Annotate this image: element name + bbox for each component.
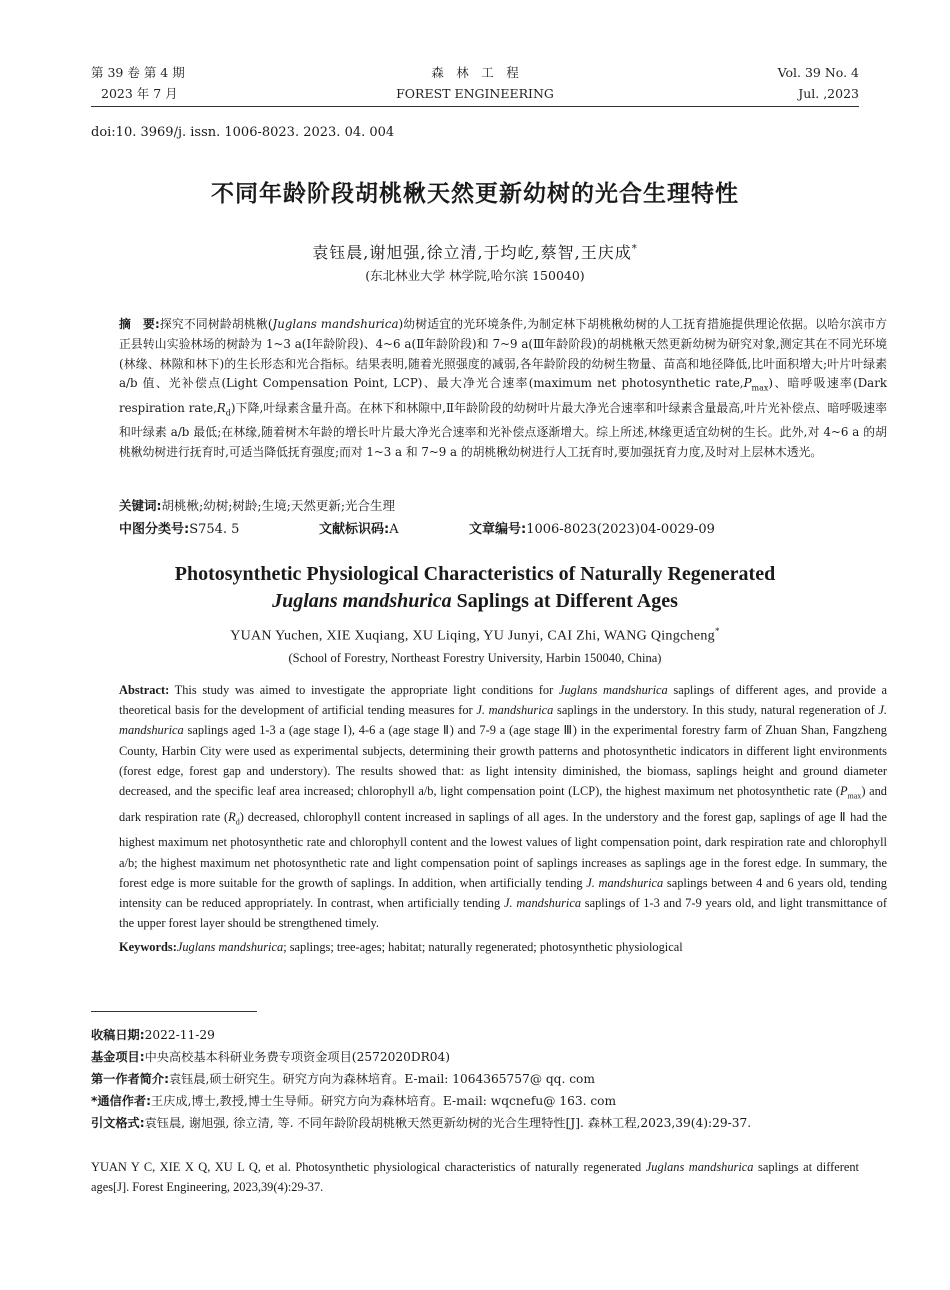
species-name-en: J. mandshurica bbox=[586, 875, 664, 890]
volume-issue-en: Vol. 39 No. 4 bbox=[777, 65, 859, 80]
rd-symbol-en: R bbox=[228, 809, 236, 824]
fund-project bbox=[91, 1047, 859, 1067]
pmax-subscript: max bbox=[751, 383, 769, 393]
species-name: Juglans mandshurica bbox=[272, 317, 399, 331]
english-affiliation: (School of Forestry, Northeast Forestry University, Harbin 150040, China) bbox=[288, 651, 662, 665]
author-mark: * bbox=[631, 243, 638, 255]
abstract-text-en-1: This study was aimed to investigate the appropriate light conditions for bbox=[169, 683, 559, 697]
first-author-value: 袁钰晨,硕士研究生。研究方向为森林培育。E-mail: 1064365757@ qq. com bbox=[169, 1072, 595, 1086]
received-label: 收稿日期: bbox=[91, 1028, 145, 1042]
chinese-affiliation: (东北林业大学 林学院,哈尔滨 150040) bbox=[365, 268, 585, 283]
cite-en-part1: YUAN Y C, XIE X Q, XU L Q, et al. Photosynthetic physiological characteristics of naturally regenerated bbox=[91, 1160, 646, 1174]
abstract-text-cn-1: 探究不同树龄胡桃楸( bbox=[159, 317, 273, 331]
cite-label: 引文格式: bbox=[91, 1116, 145, 1130]
article-no: 1006-8023(2023)04-0029-09 bbox=[526, 522, 715, 537]
english-abstract bbox=[91, 680, 887, 933]
chinese-keywords bbox=[119, 496, 395, 514]
species-name-en: J. mandshurica bbox=[119, 703, 887, 738]
species-name-en: J. mandshurica bbox=[476, 703, 554, 718]
pmax-symbol-en: P bbox=[839, 784, 848, 799]
corr-author-value: 王庆成,博士,教授,博士生导师。研究方向为森林培育。E-mail: wqcnefu@ 163. com bbox=[151, 1094, 617, 1108]
fund-value: 中央高校基本科研业务费专项资金项目(2572020DR04) bbox=[144, 1050, 451, 1064]
keywords-species-en: Juglans mandshurica bbox=[176, 940, 284, 954]
journal-name-cn: 森 林 工 程 bbox=[431, 65, 519, 80]
rd-subscript-en: d bbox=[235, 817, 240, 827]
volume-issue-cn: 第 39 卷 第 4 期 bbox=[91, 65, 185, 80]
pmax-subscript-en: max bbox=[847, 791, 862, 801]
citation-cn bbox=[91, 1113, 859, 1133]
chinese-authors bbox=[0, 240, 950, 263]
corr-author-label: *通信作者: bbox=[91, 1094, 151, 1108]
cite-en-part2: saplings at different ages[J]. Forest Engineering, 2023,39(4):29-37. bbox=[91, 1160, 859, 1194]
chinese-author-list: 袁钰晨,谢旭强,徐立清,于均屹,蔡智,王庆成 bbox=[312, 243, 632, 262]
abstract-label-en: Abstract: bbox=[119, 683, 170, 697]
article-no-label: 文章编号: bbox=[469, 522, 527, 537]
fund-label: 基金项目: bbox=[91, 1050, 145, 1064]
english-author-mark: * bbox=[714, 626, 720, 636]
journal-name-en: FOREST ENGINEERING bbox=[396, 86, 554, 101]
abstract-text-cn-3: )、暗呼吸速率(Dark respiration rate, bbox=[119, 376, 888, 415]
pmax-symbol: P bbox=[743, 376, 752, 391]
footnote-divider bbox=[91, 1011, 257, 1012]
rd-subscript: d bbox=[225, 407, 231, 417]
clc-code: S754. 5 bbox=[189, 522, 240, 537]
cite-cn-value: 袁钰晨, 谢旭强, 徐立清, 等. 不同年龄阶段胡桃楸天然更新幼树的光合生理特性[J]. 森林工程,2023,39(4):29-37. bbox=[144, 1116, 752, 1130]
citation-en bbox=[91, 1157, 859, 1197]
keywords-label-cn: 关键词: bbox=[119, 498, 162, 513]
keywords-cn: 胡桃楸;幼树;树龄;生境;天然更新;光合生理 bbox=[161, 498, 396, 513]
chinese-abstract bbox=[91, 315, 887, 462]
date-cn: 2023 年 7 月 bbox=[101, 86, 178, 101]
abstract-text-en-7: saplings between 4 and 6 years old, tending intensity can be reduced appropriately. In contrast, when artificially tending bbox=[119, 875, 887, 910]
received-value: 2022-11-29 bbox=[144, 1028, 215, 1042]
english-title-rest: Saplings at Different Ages bbox=[451, 590, 678, 612]
header-right bbox=[778, 62, 859, 104]
abstract-text-en-2: saplings of different ages, and provide a theoretical basis for the development of artificial tending measures for bbox=[119, 683, 887, 718]
english-title-line1: Photosynthetic Physiological Characteristics of Naturally Regenerated bbox=[174, 563, 776, 585]
chinese-title: 不同年龄阶段胡桃楸天然更新幼树的光合生理特性 bbox=[211, 181, 739, 207]
english-author-list: YUAN Yuchen, XIE Xuqiang, XU Liqing, YU Junyi, CAI Zhi, WANG Qingcheng bbox=[230, 628, 715, 644]
received-date bbox=[91, 1025, 859, 1045]
abstract-text-en-8: saplings of 1-3 and 7-9 years old, and light transmittance of the upper forest layer should be strengthened timely. bbox=[119, 895, 887, 931]
english-authors bbox=[0, 626, 950, 645]
keywords-label-en: Keywords: bbox=[119, 940, 177, 954]
date-en: Jul. ,2023 bbox=[798, 86, 859, 101]
keywords-en: ; saplings; tree-ages; habitat; naturally regenerated; photosynthetic physiological bbox=[283, 940, 683, 954]
species-name-en: J. mandshurica bbox=[503, 895, 582, 910]
rd-symbol: R bbox=[216, 400, 226, 415]
doc-code: A bbox=[389, 522, 399, 537]
abstract-text-cn-2: )幼树适宜的光环境条件,为制定林下胡桃楸幼树的人工抚育措施提供理论依据。以哈尔滨市方正县转山实验林场的树龄为 1~3 a(Ⅰ年龄阶段)、4~6 a(Ⅱ年龄阶段)和 7~9 a(Ⅲ年龄阶段)的胡桃楸天然更新幼树为研究对象,测定其在不同光环境(林缘、林隙和林下)的生长形态和光合指标。结果表明,随着光照强度的减弱,各年龄阶段的幼树生物量、苗高和地径降低,比叶面积增大;叶片叶绿素 a/b 值、光补偿点(Light Compensation Point, LCP)、最大净光合速率(maximum net photosynthetic rate, bbox=[119, 317, 887, 391]
abstract-text-en-4: saplings aged 1-3 a (age stage Ⅰ), 4-6 a (age stage Ⅱ) and 7-9 a (age stage Ⅲ) in the experimental forestry farm of Zhuan Shan, Fangzheng County, Harbin City were used as experimental subjects, determining their growth patterns and photosynthetic indicators in different light environments (forest edge, forest gap and understory). The results showed that: as light intensity diminished, the biomass, saplings height and ground diameter decreased, and the specific leaf area increased; chlorophyll a/b, light compensation point (LCP), the highest maximum net photosynthetic rate ( bbox=[119, 723, 887, 799]
doi[interactable]: doi:10. 3969/j. issn. 1006-8023. 2023. 04. 004 bbox=[91, 125, 395, 140]
cite-en-species: Juglans mandshurica bbox=[645, 1160, 754, 1174]
header-divider bbox=[91, 106, 859, 107]
corresponding-author-info bbox=[91, 1091, 859, 1111]
first-author-info bbox=[91, 1069, 859, 1089]
english-keywords bbox=[119, 940, 683, 955]
classification-line bbox=[119, 518, 859, 537]
species-name-en: Juglans mandshurica bbox=[558, 683, 668, 697]
english-title-species: Juglans mandshurica bbox=[272, 590, 452, 612]
clc-label: 中图分类号: bbox=[119, 522, 190, 537]
abstract-text-cn-4: )下降,叶绿素含量升高。在林下和林隙中,Ⅱ年龄阶段的幼树叶片最大净光合速率和叶绿素含量最高,叶片光补偿点、暗呼吸速率和叶绿素 a/b 最低;在林缘,随着树木年龄的增长叶片最大净光合速率和光补偿点逐渐增大。综上所述,林缘更适宜幼树的生长。此外,对 4~6 a 的胡桃楸幼树进行抚育时,可适当降低抚育强度;而对 1~3 a 和 7~9 a 的胡桃楸幼树进行人工抚育时,要加强抚育力度,及时对上层林木透光。 bbox=[119, 400, 888, 459]
abstract-text-en-5: ) and dark respiration rate ( bbox=[119, 784, 887, 824]
english-title bbox=[0, 561, 950, 615]
first-author-label: 第一作者简介: bbox=[91, 1072, 169, 1086]
doc-code-label: 文献标识码: bbox=[319, 522, 390, 537]
english-title-line2 bbox=[0, 588, 950, 615]
abstract-text-en-6: ) decreased, chlorophyll content increased in saplings of all ages. In the understory and the forest gap, saplings of age Ⅱ had the highest maximum net photosynthetic rate and chlorophyll content and the lowest values of light compensation point, dark respiration rate and chlorophyll a/b; the highest maximum net photosynthetic rate and light compensation point of saplings increases as saplings age in the forest edge. In summary, the forest edge is more suitable for the growth of saplings. In addition, when artificially tending bbox=[119, 809, 887, 890]
abstract-text-en-3: saplings in the understory. In this study, natural regeneration of bbox=[553, 703, 879, 718]
abstract-label-cn: 摘 要: bbox=[119, 317, 160, 331]
